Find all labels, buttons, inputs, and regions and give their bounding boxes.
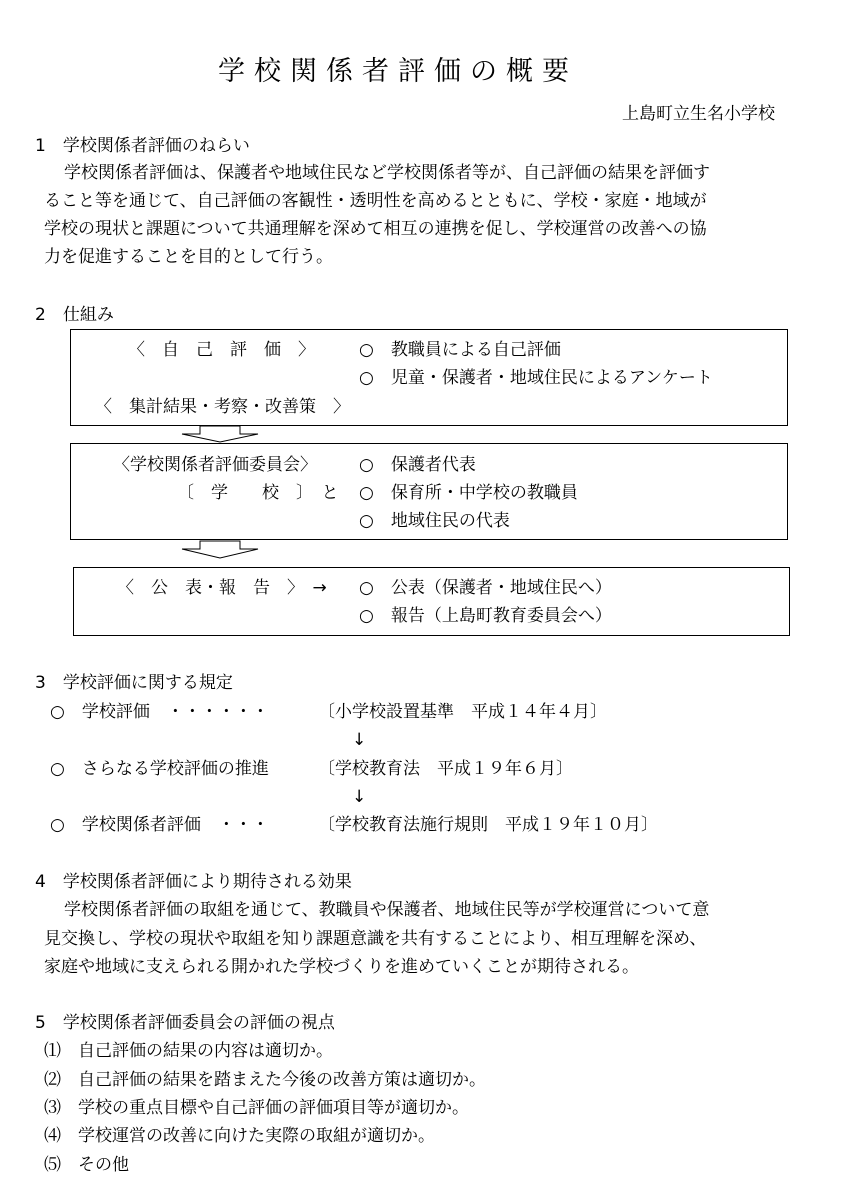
publication-label: 〈 公 表・報 告 〉 → <box>117 578 327 598</box>
sec5-heading: 5 学校関係者評価委員会の評価の視点 <box>35 1013 335 1033</box>
sec1-line: 学校関係者評価は、保護者や地域住民など学校関係者等が、自己評価の結果を評価す <box>64 163 710 183</box>
flow-arrow-icon <box>180 541 260 559</box>
page-title: 学校関係者評価の概要 <box>218 56 578 87</box>
publication-box <box>73 567 790 636</box>
committee-member: ○ 保護者代表 <box>359 455 476 475</box>
sec4-heading: 4 学校関係者評価により期待される効果 <box>35 872 352 892</box>
committee-member: ○ 保育所・中学校の教職員 <box>359 483 578 503</box>
sec4-line: 家庭や地域に支えられる開かれた学校づくりを進めていくことが期待される。 <box>44 957 639 977</box>
school-name: 上島町立生名小学校 <box>622 104 775 124</box>
publication-item: ○ 公表（保護者・地域住民へ） <box>359 578 612 598</box>
aggregate-results-label: 〈 集計結果・考察・改善策 〉 <box>95 397 350 417</box>
regulation-rule: 〔小学校設置基準 平成１４年４月〕 <box>318 702 607 722</box>
self-evaluation-box <box>70 329 788 426</box>
sec1-line: ること等を通じて、自己評価の客観性・透明性を高めるとともに、学校・家庭・地域が <box>44 191 707 211</box>
publication-item: ○ 報告（上島町教育委員会へ） <box>359 606 612 626</box>
school-label: 〔 学 校 〕 と <box>177 483 339 503</box>
viewpoint-item: ⑵ 自己評価の結果を踏まえた今後の改善方策は適切か。 <box>44 1070 486 1090</box>
sec3-heading: 3 学校評価に関する規定 <box>35 673 233 693</box>
committee-label: 〈学校関係者評価委員会〉 <box>113 455 317 475</box>
regulation-rule: 〔学校教育法施行規則 平成１９年１０月〕 <box>318 815 658 835</box>
sec1-line: 学校の現状と課題について共通理解を深めて相互の連携を促し、学校運営の改善への協 <box>44 219 707 239</box>
down-arrow-icon: ↓ <box>352 730 367 750</box>
self-evaluation-item: ○ 教職員による自己評価 <box>359 340 561 360</box>
self-evaluation-label: 〈 自 己 評 価 〉 <box>128 340 315 360</box>
sec1-heading: 1 学校関係者評価のねらい <box>35 136 250 156</box>
down-arrow-icon: ↓ <box>352 787 367 807</box>
flow-arrow-icon <box>180 426 260 443</box>
sec4-line: 見交換し、学校の現状や取組を知り課題意識を共有することにより、相互理解を深め、 <box>44 929 707 949</box>
regulation-rule: 〔学校教育法 平成１９年６月〕 <box>318 759 573 779</box>
regulation-name: ○ 学校関係者評価 ・・・ <box>50 815 269 835</box>
sec4-line: 学校関係者評価の取組を通じて、教職員や保護者、地域住民等が学校運営について意 <box>64 900 710 920</box>
viewpoint-item: ⑷ 学校運営の改善に向けた実際の取組が適切か。 <box>44 1126 435 1146</box>
viewpoint-item: ⑶ 学校の重点目標や自己評価の評価項目等が適切か。 <box>44 1098 469 1118</box>
committee-box <box>70 443 788 540</box>
viewpoint-item: ⑴ 自己評価の結果の内容は適切か。 <box>44 1041 333 1061</box>
sec2-heading: 2 仕組み <box>35 305 114 325</box>
self-evaluation-item: ○ 児童・保護者・地域住民によるアンケート <box>359 368 713 388</box>
committee-member: ○ 地域住民の代表 <box>359 511 510 531</box>
sec1-line: 力を促進することを目的として行う。 <box>44 247 333 267</box>
viewpoint-item: ⑸ その他 <box>44 1155 129 1175</box>
regulation-name: ○ 学校評価 ・・・・・・ <box>50 702 269 722</box>
regulation-name: ○ さらなる学校評価の推進 <box>50 759 269 779</box>
